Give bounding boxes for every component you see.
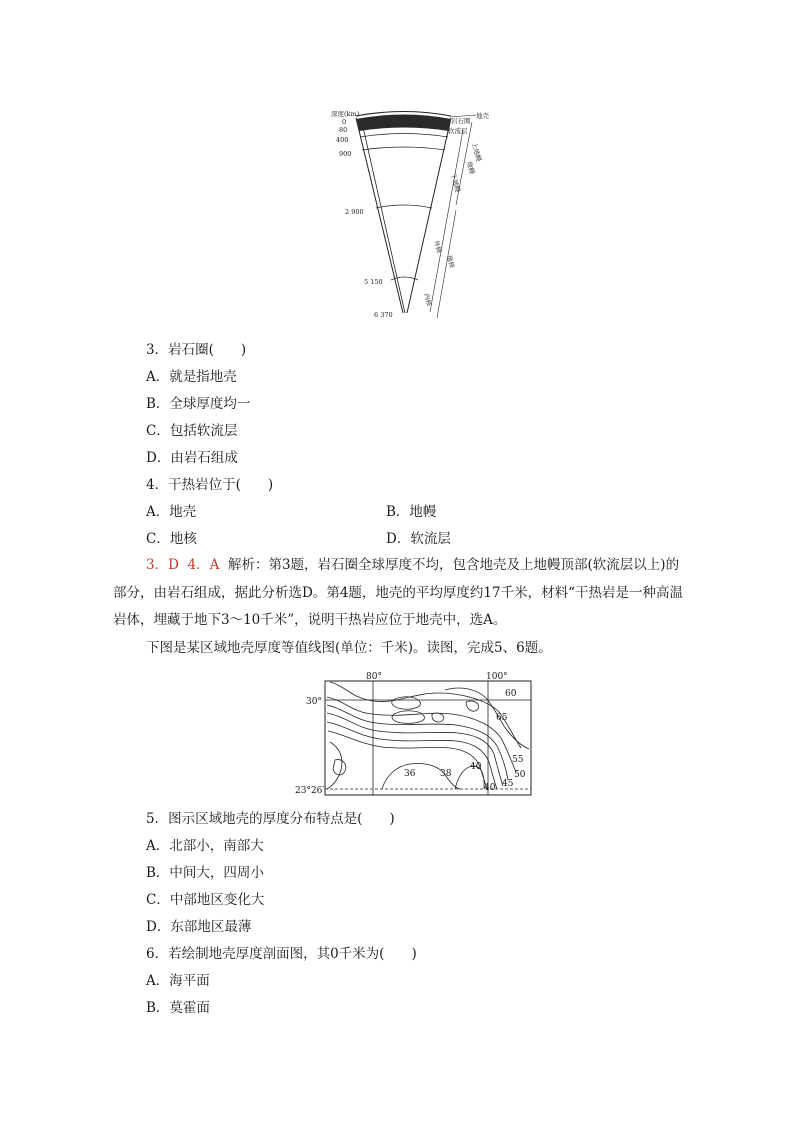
contour-label-60: 60 [505, 689, 517, 699]
contour-line [466, 701, 479, 711]
label-lithosphere: 岩石圈 [451, 117, 471, 125]
contour-label-65: 65 [496, 713, 508, 723]
boundary-900 [362, 147, 445, 150]
earth-structure-diagram [320, 105, 500, 330]
contour-label-45: 45 [502, 779, 514, 789]
figure2-intro: 下图是某区域地壳厚度等值线图(单位：千米)。读图，完成5、6题。 [146, 640, 552, 656]
contour-line [392, 697, 421, 709]
question-6-option-b: B．莫霍面 [146, 1000, 210, 1016]
contour-label-40a: 40 [470, 762, 482, 772]
contour-line [330, 682, 521, 748]
contour-line [392, 711, 424, 723]
question-5-stem: 5．图示区域地壳的厚度分布特点是( ) [146, 811, 395, 827]
question-6-stem: 6．若绘制地壳厚度剖面图，其0千米为( ) [146, 946, 417, 962]
contour-line [333, 760, 346, 775]
label-crust: 地壳 [476, 112, 489, 120]
question-3-stem: 3．岩石圈( ) [146, 342, 247, 358]
contour-label-50: 50 [514, 770, 526, 780]
map-frame [325, 681, 531, 795]
crust-thickness-contour-map [295, 668, 540, 803]
answer-explanation [113, 552, 683, 635]
lon-label-80: 80° [366, 672, 382, 682]
boundary-2900 [376, 205, 432, 208]
question-4-option-a: A．地壳 [146, 504, 197, 520]
contour-line [328, 731, 487, 789]
contour-label-40b: 40 [484, 783, 496, 793]
contour-label-36: 36 [404, 769, 416, 779]
question-4-option-d: D．软流层 [386, 531, 451, 547]
answer-4: 4．A [187, 557, 220, 573]
label-upper-mantle: 上地幔 [470, 141, 483, 163]
lat-label-2326: 23°26′ [295, 786, 325, 796]
depth-tick-2900: 2 900 [345, 208, 364, 216]
question-4-stem: 4．干热岩位于( ) [146, 477, 274, 493]
question-3-option-b: B．全球厚度均一 [146, 396, 251, 412]
question-3-option-d: D．由岩石组成 [146, 450, 238, 466]
contour-label-55: 55 [512, 755, 524, 765]
depth-tick-0: 0 [342, 118, 347, 126]
bracket-layers [430, 130, 463, 312]
label-lower-mantle: 下地幔 [449, 172, 462, 194]
lat-label-30: 30° [306, 697, 322, 707]
question-6-option-a: A．海平面 [146, 973, 210, 989]
contour-line [327, 742, 342, 789]
depth-tick-6370: 6 370 [374, 311, 393, 319]
contour-line [432, 713, 444, 722]
question-4-option-b: B．地幔 [386, 504, 437, 520]
depth-title: 深度(km) [331, 110, 360, 118]
depth-tick-80: 80 [339, 126, 348, 134]
question-3-option-c: C．包括软流层 [146, 423, 238, 439]
question-5-option-c: C．中部地区变化大 [146, 892, 265, 908]
label-outer-core: 外核 [432, 239, 444, 255]
answer-3: 3．D [146, 557, 179, 573]
depth-tick-900: 900 [339, 150, 352, 158]
label-asthenosphere: 软流层 [448, 127, 468, 135]
question-5-option-b: B．中间大，四周小 [146, 865, 264, 881]
label-mantle: 地幔 [465, 160, 477, 176]
boundary-400 [360, 134, 448, 138]
question-3-option-a: A．就是指地壳 [146, 369, 237, 385]
label-inner-core: 内核 [422, 292, 434, 308]
label-core: 地核 [445, 254, 457, 270]
depth-tick-5150: 5 150 [364, 278, 383, 286]
lithosphere-band [356, 115, 451, 132]
question-5-option-a: A．北部小，南部大 [146, 838, 264, 854]
depth-tick-400: 400 [336, 136, 349, 144]
lon-label-100: 100° [486, 672, 508, 682]
question-5-option-d: D．东部地区最薄 [146, 919, 252, 935]
answer-text: 解析：第3题，岩石圈全球厚度不均，包含地壳及上地幔顶部(软流层以上)的部分，由岩石组成，据此分析选D。第4题，地壳的平均厚度约17千米，材料“干热岩是一种高温岩体，埋藏于地下3～10千米”，说明干热岩应位于地壳中，选A。 [113, 557, 683, 628]
contour-label-38: 38 [440, 769, 452, 779]
question-4-option-c: C．地核 [146, 531, 197, 547]
